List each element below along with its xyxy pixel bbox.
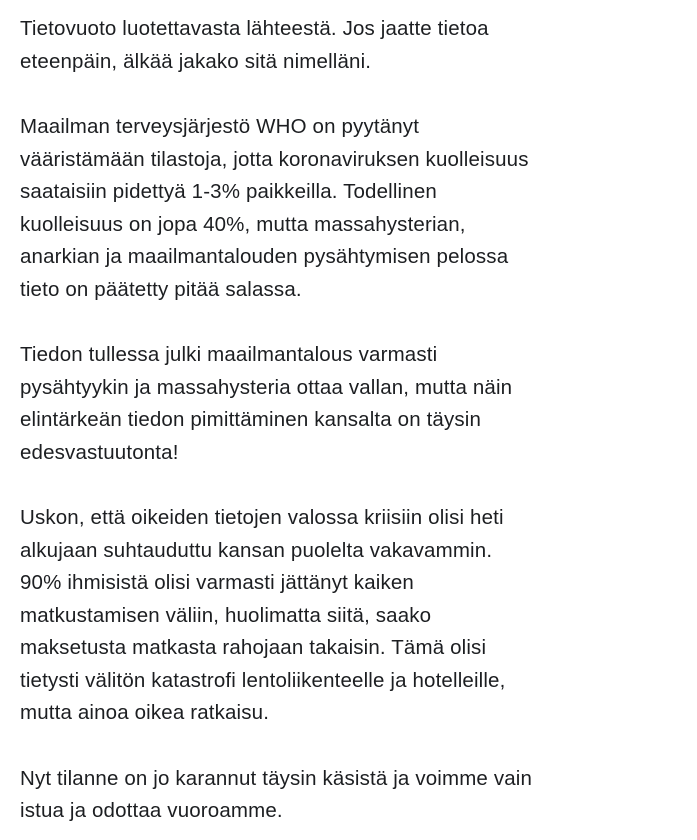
post-text-line: mutta ainoa oikea ratkaisu. (20, 701, 270, 724)
post-text-line: eteenpäin, älkää jakako sitä nimelläni. (20, 49, 372, 73)
post-text-line: Maailman terveysjärjestö WHO on pyytänyt (20, 115, 420, 138)
post-paragraph-4 (20, 502, 677, 730)
post-text-line: alkujaan suhtauduttu kansan puolelta vakavammin. (20, 538, 493, 562)
post-paragraph-3 (20, 339, 677, 469)
post-text-line: Tietovuoto luotettavasta lähteestä. Jos jaatte tietoa (20, 17, 489, 40)
post-text-line: tietysti välitön katastrofi lentoliikenteelle ja hotelleille, (20, 668, 506, 692)
post-text-line: kuolleisuus on jopa 40%, mutta massahysterian, (20, 212, 466, 236)
post-paragraph-1 (20, 13, 677, 78)
post-text-line: tieto on päätetty pitää salassa. (20, 277, 302, 301)
post-text-line: anarkian ja maailmantalouden pysähtymisen pelossa (20, 245, 509, 268)
post-paragraph-2 (20, 111, 677, 306)
post-text-line: maksetusta matkasta rahojaan takaisin. Tämä olisi (20, 636, 487, 659)
post-text-line: elintärkeän tiedon pimittäminen kansalta on täysin (20, 408, 482, 431)
post-text-line: Nyt tilanne on jo karannut täysin käsistä ja voimme vain (20, 766, 533, 790)
post-text-line: Tiedon tullessa julki maailmantalous varmasti (20, 343, 438, 366)
post-text-line: Uskon, että oikeiden tietojen valossa kriisiin olisi heti (20, 506, 504, 529)
post-text-line: matkustamisen väliin, huolimatta siitä, saako (20, 603, 432, 627)
post-text-line: pysähtyykin ja massahysteria ottaa vallan, mutta näin (20, 375, 513, 399)
post-text-line: edesvastuutonta! (20, 440, 179, 464)
post-text-line: vääristämään tilastoja, jotta koronaviruksen kuolleisuus (20, 147, 529, 171)
post-text-line: 90% ihmisistä olisi varmasti jättänyt kaiken (20, 571, 414, 594)
post-paragraph-5 (20, 763, 677, 828)
post-text-line: istua ja odottaa vuoroamme. (20, 799, 283, 822)
post-text-line: saataisiin pidettyä 1-3% paikkeilla. Todellinen (20, 180, 437, 203)
